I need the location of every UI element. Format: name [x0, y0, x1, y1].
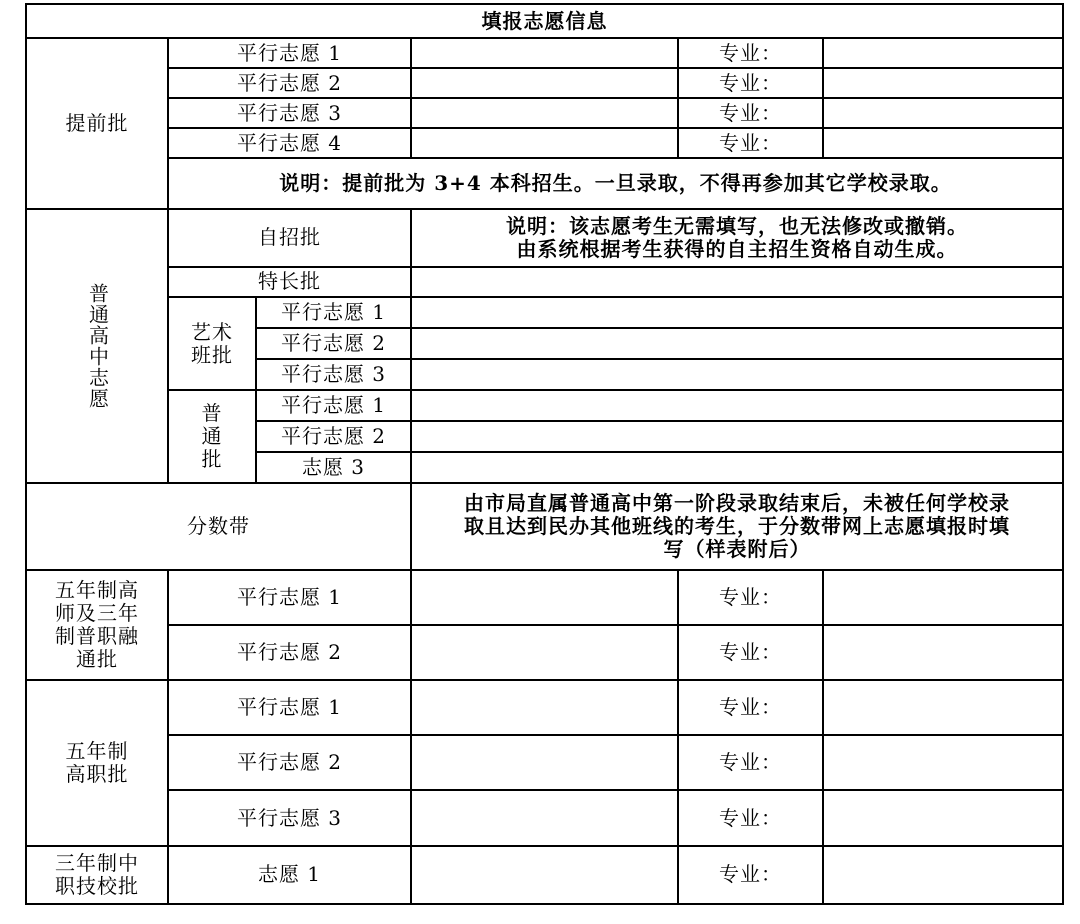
regular-batch-label-char: 通 — [201, 424, 223, 449]
arts-choice-input[interactable] — [411, 359, 1063, 390]
regular-batch-label-char: 普 — [201, 401, 223, 426]
major-label: 专业： — [678, 570, 823, 625]
five-year-vocational-label-line: 高职批 — [65, 761, 129, 786]
major-label: 专业： — [678, 68, 823, 98]
self-admission-note — [411, 209, 1063, 267]
major-label: 专业： — [678, 625, 823, 680]
five-year-vocational-choice-label: 平行志愿 2 — [168, 735, 411, 790]
early-choice-label: 平行志愿 1 — [168, 38, 411, 68]
arts-choice-label: 平行志愿 3 — [256, 359, 411, 390]
score-band-label: 分数带 — [26, 483, 411, 569]
self-admission-note-line: 由系统根据考生获得的自主招生资格自动生成。 — [516, 236, 958, 261]
five-year-teacher-major-input[interactable] — [823, 625, 1063, 680]
major-label: 专业： — [678, 98, 823, 128]
regular-batch-label — [168, 390, 256, 483]
early-major-input[interactable] — [823, 98, 1063, 128]
regular-choice-label: 志愿 3 — [256, 452, 411, 483]
five-year-vocational-major-input[interactable] — [823, 735, 1063, 790]
regular-batch-label-char: 批 — [201, 447, 223, 472]
five-year-vocational-choice-input[interactable] — [411, 735, 678, 790]
regular-choice-input[interactable] — [411, 452, 1063, 483]
five-year-teacher-label-line: 师及三年 — [55, 600, 139, 625]
early-batch-label: 提前批 — [26, 38, 168, 209]
three-year-technical-choice-label: 志愿 1 — [168, 846, 411, 904]
early-batch-note: 说明：提前批为 3+4 本科招生。一旦录取，不得再参加其它学校录取。 — [168, 158, 1063, 208]
five-year-teacher-choice-input[interactable] — [411, 570, 678, 625]
three-year-technical-label-line: 三年制中 — [55, 850, 139, 875]
arts-choice-label: 平行志愿 1 — [256, 297, 411, 328]
major-label: 专业： — [678, 735, 823, 790]
five-year-teacher-batch-label — [26, 570, 168, 680]
regular-choice-input[interactable] — [411, 421, 1063, 452]
early-choice-input[interactable] — [411, 38, 678, 68]
early-choice-label: 平行志愿 2 — [168, 68, 411, 98]
early-choice-input[interactable] — [411, 68, 678, 98]
score-band-note — [411, 483, 1063, 569]
five-year-teacher-choice-label: 平行志愿 2 — [168, 625, 411, 680]
early-choice-input[interactable] — [411, 98, 678, 128]
early-major-input[interactable] — [823, 128, 1063, 158]
three-year-technical-label-line: 职技校批 — [55, 873, 139, 898]
major-label: 专业： — [678, 680, 823, 735]
general-high-school-label: 普通高中志愿 — [26, 209, 168, 484]
specialty-batch-label: 特长批 — [168, 267, 411, 297]
arts-choice-input[interactable] — [411, 328, 1063, 359]
regular-choice-label: 平行志愿 1 — [256, 390, 411, 421]
major-label: 专业： — [678, 790, 823, 845]
five-year-vocational-choice-label: 平行志愿 3 — [168, 790, 411, 845]
arts-batch-label-line: 班批 — [191, 342, 233, 367]
early-choice-label: 平行志愿 3 — [168, 98, 411, 128]
five-year-vocational-choice-label: 平行志愿 1 — [168, 680, 411, 735]
five-year-teacher-label-line: 五年制高 — [55, 577, 139, 602]
five-year-vocational-choice-input[interactable] — [411, 790, 678, 845]
self-admission-note-line: 说明：该志愿考生无需填写，也无法修改或撤销。 — [506, 213, 969, 238]
early-choice-input[interactable] — [411, 128, 678, 158]
arts-batch-label — [168, 297, 256, 390]
application-form-table — [25, 3, 1064, 905]
regular-choice-input[interactable] — [411, 390, 1063, 421]
five-year-teacher-label-line: 制普职融 — [55, 623, 139, 648]
early-major-input[interactable] — [823, 68, 1063, 98]
five-year-teacher-label-line: 通批 — [76, 646, 118, 671]
major-label: 专业： — [678, 846, 823, 904]
five-year-vocational-batch-label — [26, 680, 168, 846]
arts-choice-input[interactable] — [411, 297, 1063, 328]
regular-choice-label: 平行志愿 2 — [256, 421, 411, 452]
early-choice-label: 平行志愿 4 — [168, 128, 411, 158]
score-band-note-line: 由市局直属普通高中第一阶段录取结束后，未被任何学校录 — [464, 491, 1011, 516]
five-year-teacher-choice-input[interactable] — [411, 625, 678, 680]
three-year-technical-major-input[interactable] — [823, 846, 1063, 904]
five-year-vocational-major-input[interactable] — [823, 680, 1063, 735]
five-year-vocational-label-line: 五年制 — [65, 738, 129, 763]
five-year-vocational-major-input[interactable] — [823, 790, 1063, 845]
score-band-note-line: 写（样表附后） — [663, 537, 811, 562]
five-year-teacher-choice-label: 平行志愿 1 — [168, 570, 411, 625]
self-admission-label: 自招批 — [168, 209, 411, 267]
specialty-batch-input[interactable] — [411, 267, 1063, 297]
score-band-note-line: 取且达到民办其他班线的考生，于分数带网上志愿填报时填 — [464, 514, 1011, 539]
five-year-vocational-choice-input[interactable] — [411, 680, 678, 735]
three-year-technical-choice-input[interactable] — [411, 846, 678, 904]
arts-choice-label: 平行志愿 2 — [256, 328, 411, 359]
three-year-technical-batch-label — [26, 846, 168, 904]
major-label: 专业： — [678, 128, 823, 158]
arts-batch-label-line: 艺术 — [191, 319, 233, 344]
form-title: 填报志愿信息 — [26, 4, 1063, 38]
major-label: 专业： — [678, 38, 823, 68]
five-year-teacher-major-input[interactable] — [823, 570, 1063, 625]
early-major-input[interactable] — [823, 38, 1063, 68]
